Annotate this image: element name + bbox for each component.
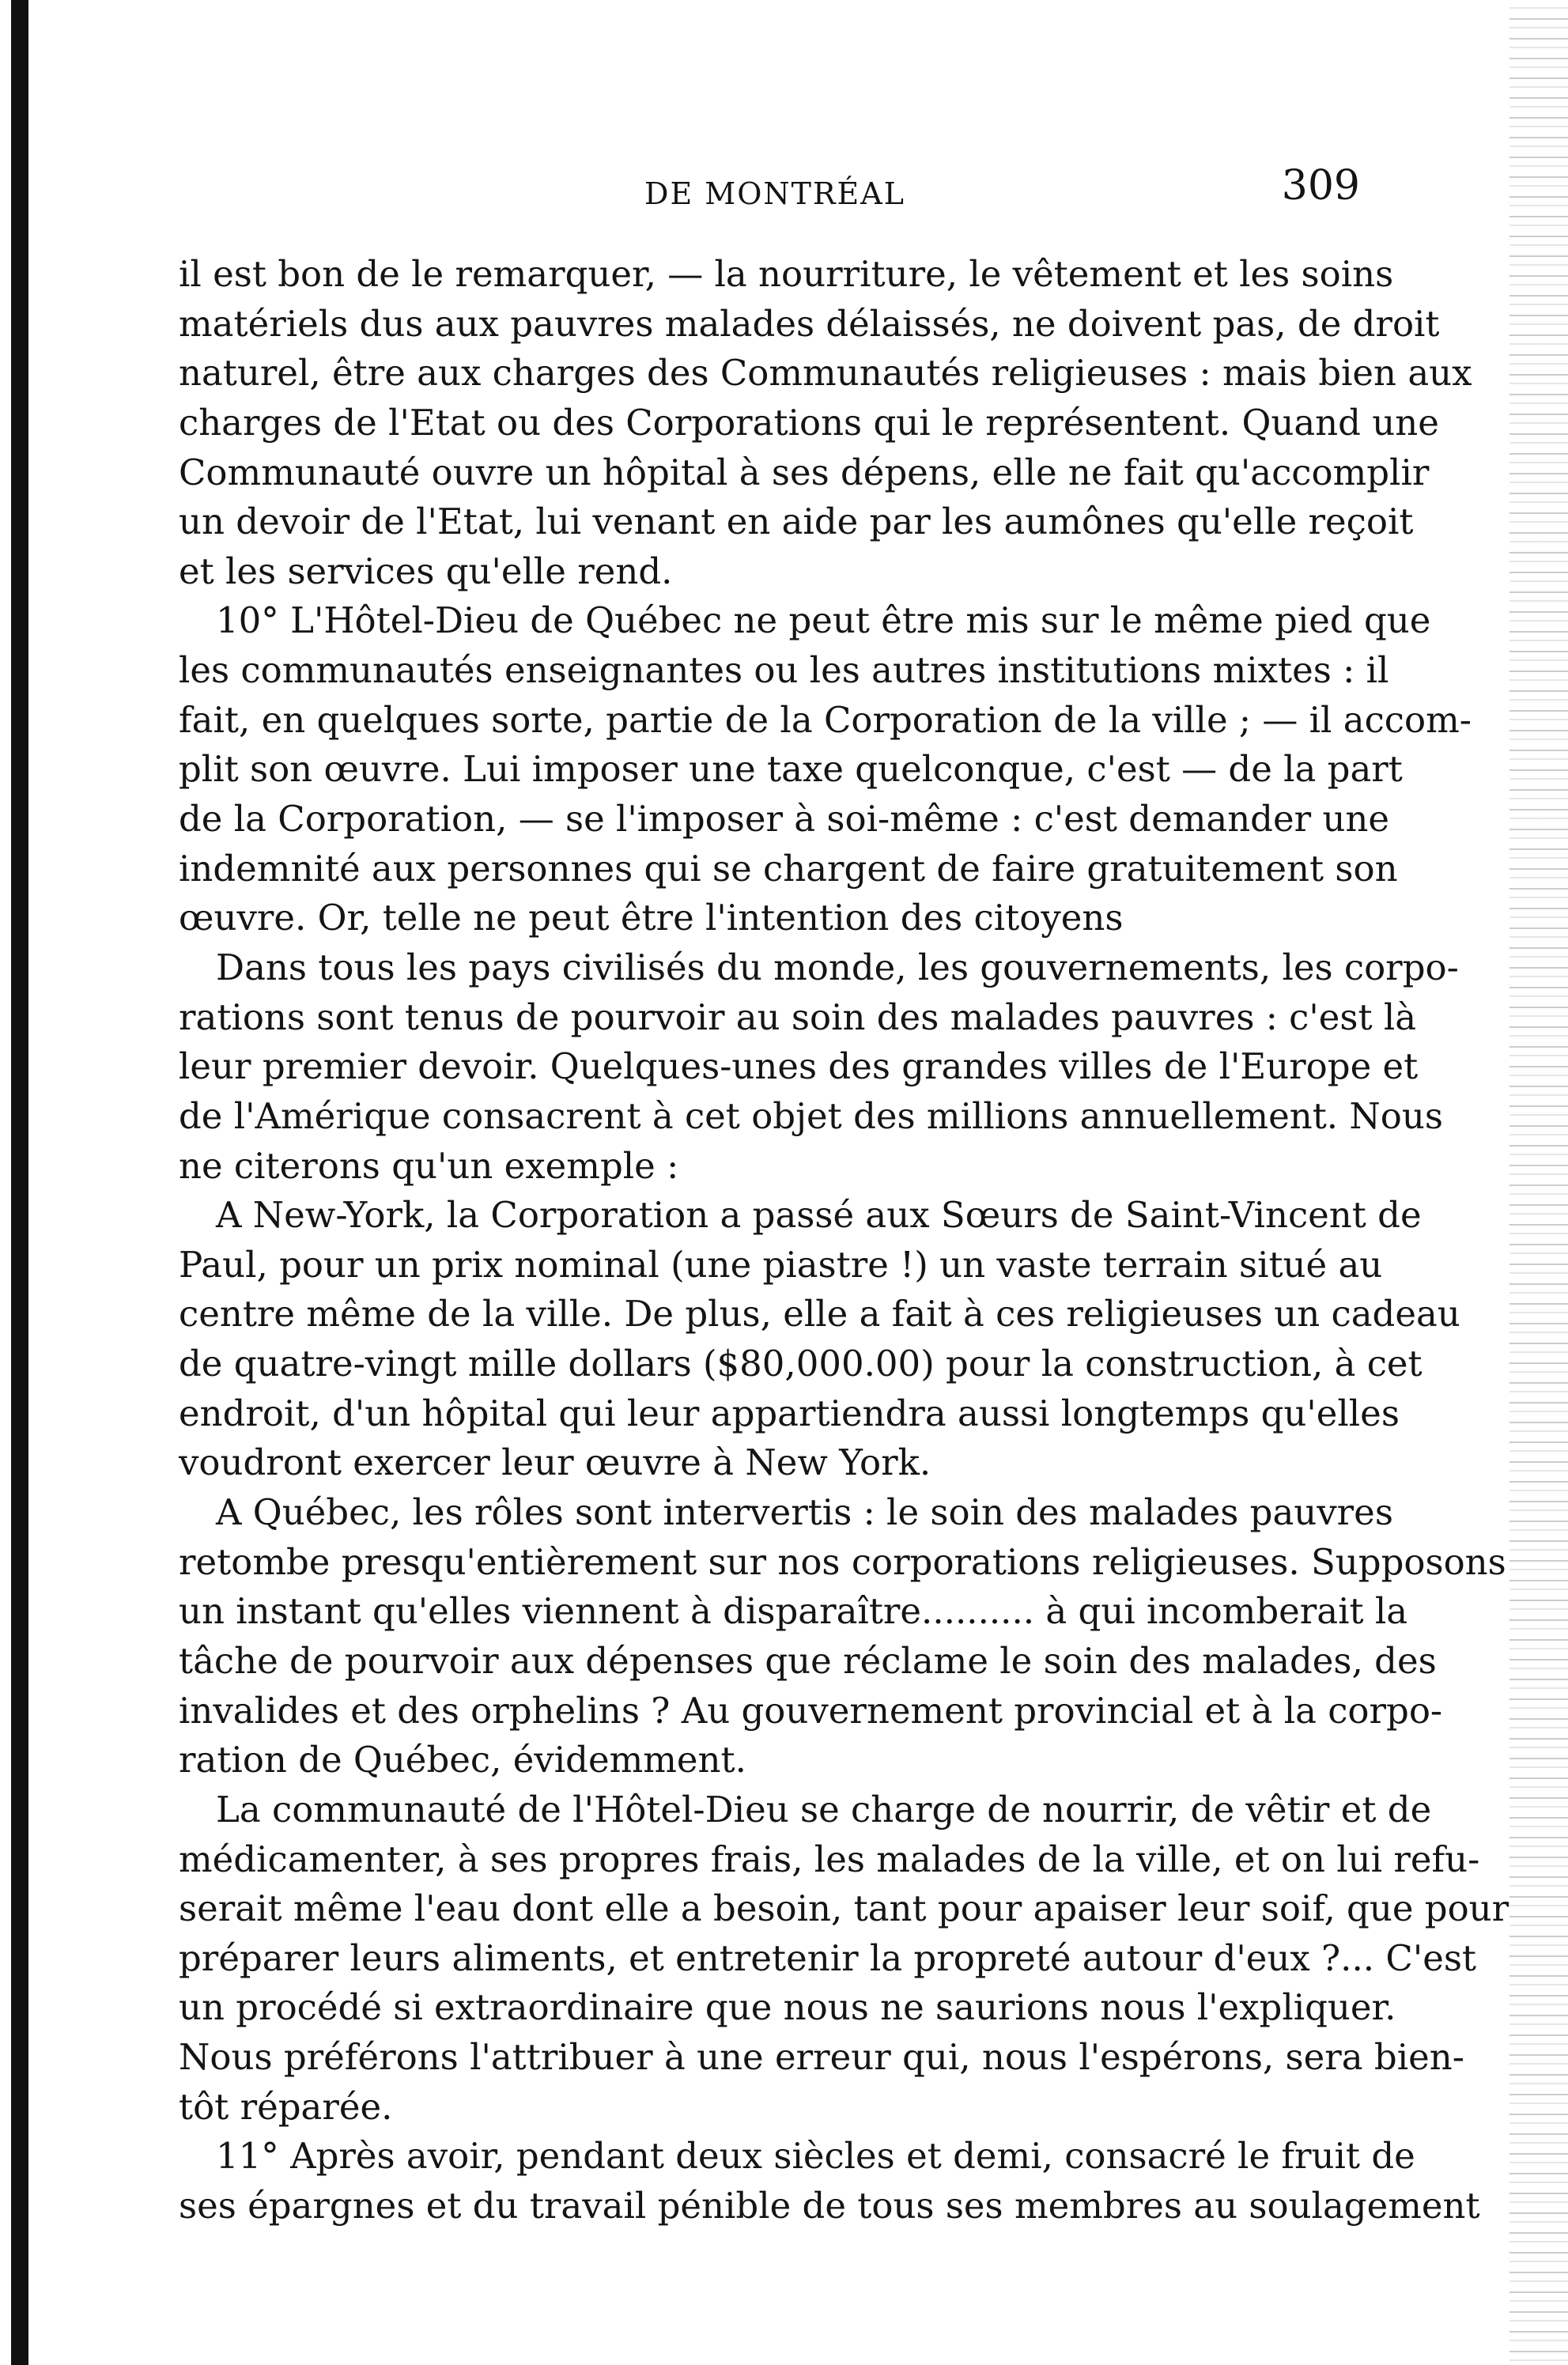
text-line: un procédé si extraordinaire que nous ne saurions nous l'expliquer. [179, 1986, 1396, 2029]
text-line: La communauté de l'Hôtel-Dieu se charge de nourrir, de vêtir et de [216, 1788, 1432, 1830]
text-line: Nous préférons l'attribuer à une erreur qui, nous l'espérons, sera bien- [179, 2036, 1464, 2079]
text-line: 11° Après avoir, pendant deux siècles et demi, consacré le fruit de [216, 2135, 1415, 2178]
text-line: centre même de la ville. De plus, elle a fait à ces religieuses un cadeau [179, 1293, 1460, 1336]
text-line: fait, en quelques sorte, partie de la Corporation de la ville ; — il accom- [179, 698, 1472, 741]
text-line: serait même l'eau dont elle a besoin, tant pour apaiser leur soif, que pour [179, 1887, 1509, 1930]
text-line: un instant qu'elles viennent à disparaître.......... à qui incomberait la [179, 1590, 1408, 1633]
text-line: médicamenter, à ses propres frais, les malades de la ville, et on lui refu- [179, 1838, 1480, 1880]
text-line: Communauté ouvre un hôpital à ses dépens, elle ne fait qu'accomplir [179, 451, 1430, 493]
text-line: A Québec, les rôles sont intervertis : le soin des malades pauvres [216, 1491, 1393, 1534]
page-scan-right-edge [1509, 0, 1568, 2365]
text-line: naturel, être aux charges des Communautés religieuses : mais bien aux [179, 352, 1472, 395]
page-header [190, 162, 1360, 217]
text-line: et les services qu'elle rend. [179, 550, 673, 592]
text-line: de l'Amérique consacrent à cet objet des millions annuellement. Nous [179, 1094, 1443, 1137]
text-line: endroit, d'un hôpital qui leur appartiendra aussi longtemps qu'elles [179, 1392, 1400, 1434]
text-line: indemnité aux personnes qui se chargent de faire gratuitement son [179, 847, 1398, 890]
text-line: ration de Québec, évidemment. [179, 1739, 746, 1781]
text-line: tâche de pourvoir aux dépenses que réclame le soin des malades, des [179, 1639, 1437, 1682]
text-line: matériels dus aux pauvres malades délaissés, ne doivent pas, de droit [179, 302, 1440, 345]
text-line: de quatre-vingt mille dollars ($80,000.00) pour la construction, à cet [179, 1343, 1423, 1385]
page-number: 309 [1281, 162, 1360, 210]
text-line: 10° L'Hôtel-Dieu de Québec ne peut être mis sur le même pied que [216, 599, 1431, 642]
text-line: préparer leurs aliments, et entretenir la propreté autour d'eux ?... C'est [179, 1936, 1477, 1979]
text-line: il est bon de le remarquer, — la nourriture, le vêtement et les soins [179, 253, 1394, 295]
text-line: ne citerons qu'un exemple : [179, 1144, 679, 1187]
text-line: ses épargnes et du travail pénible de tous ses membres au soulagement [179, 2184, 1480, 2227]
text-line: œuvre. Or, telle ne peut être l'intention des citoyens [179, 897, 1124, 939]
text-line: un devoir de l'Etat, lui venant en aide par les aumônes qu'elle reçoit [179, 501, 1414, 543]
text-line: plit son œuvre. Lui imposer une taxe quelconque, c'est — de la part [179, 748, 1403, 791]
text-line: Paul, pour un prix nominal (une piastre !) un vaste terrain situé au [179, 1243, 1383, 1286]
page-scan-left-edge [11, 0, 28, 2365]
text-line: voudront exercer leur œuvre à New York. [179, 1441, 931, 1484]
text-line: retombe presqu'entièrement sur nos corporations religieuses. Supposons [179, 1540, 1506, 1583]
text-line: invalides et des orphelins ? Au gouvernement provincial et à la corpo- [179, 1689, 1443, 1732]
text-line: A New-York, la Corporation a passé aux Sœurs de Saint-Vincent de [216, 1194, 1422, 1237]
text-line: leur premier devoir. Quelques-unes des grandes villes de l'Europe et [179, 1045, 1419, 1088]
running-title: DE MONTRÉAL [644, 176, 905, 211]
text-line: charges de l'Etat ou des Corporations qui le représentent. Quand une [179, 401, 1439, 444]
text-line: de la Corporation, — se l'imposer à soi-même : c'est demander une [179, 798, 1390, 841]
text-line: tôt réparée. [179, 2085, 393, 2128]
text-line: les communautés enseignantes ou les autres institutions mixtes : il [179, 649, 1389, 692]
text-line: rations sont tenus de pourvoir au soin des malades pauvres : c'est là [179, 995, 1417, 1038]
text-line: Dans tous les pays civilisés du monde, les gouvernements, les corpo- [216, 946, 1459, 988]
body-text [179, 250, 1509, 2231]
